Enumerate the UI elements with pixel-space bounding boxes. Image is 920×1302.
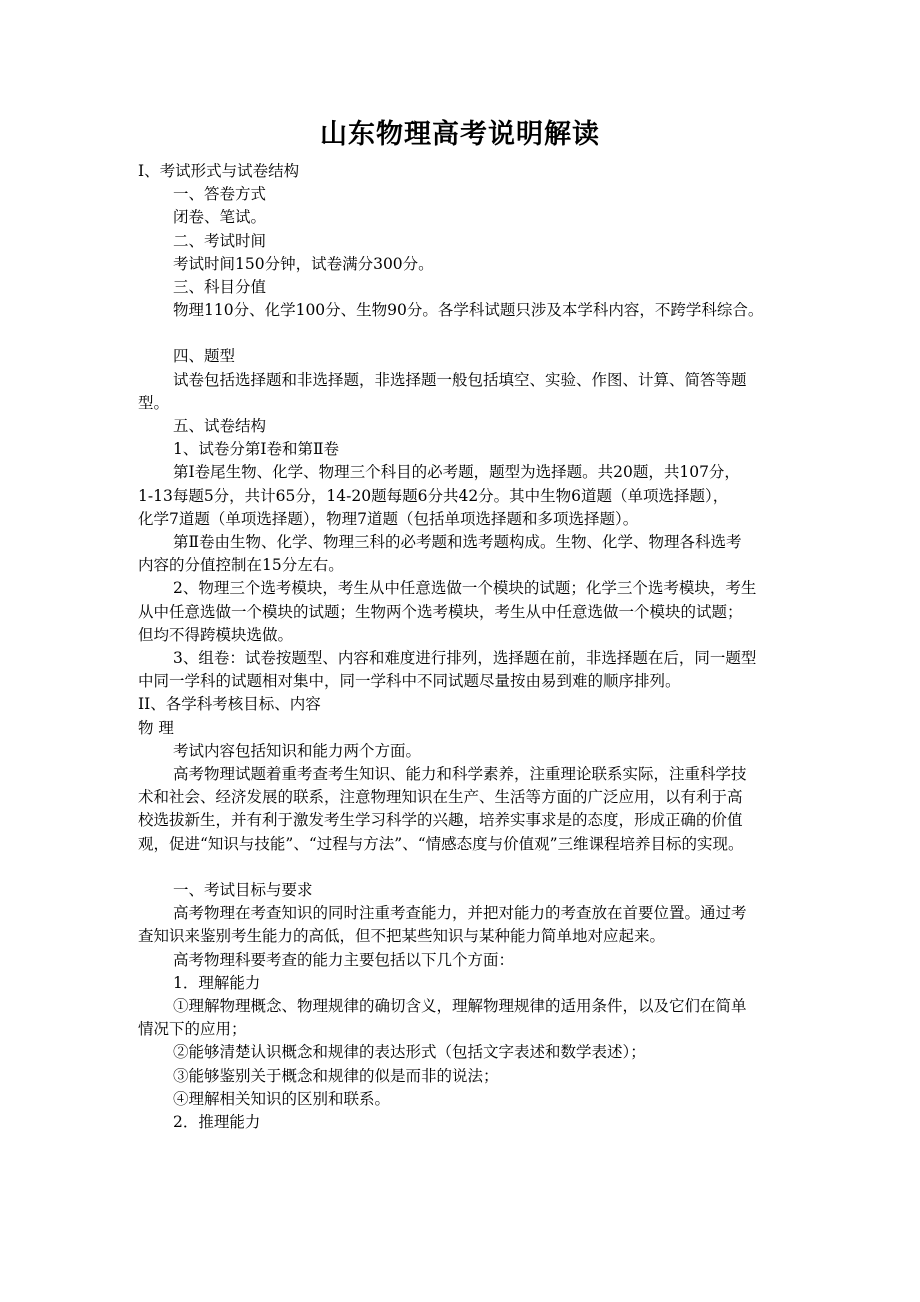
document-title: 山东物理高考说明解读	[320, 119, 600, 150]
paragraph-line: 考试时间150分钟，试卷满分300分。	[173, 254, 434, 273]
paragraph-line: 第Ⅱ卷由生物、化学、物理三科的必考题和选考题构成。生物、化学、物理各科选考	[173, 533, 742, 552]
list-item: ①理解物理概念、物理规律的确切含义，理解物理规律的适用条件，以及它们在简单	[173, 996, 747, 1015]
paragraph-line: 高考物理试题着重考查考生知识、能力和科学素养，注重理论联系实际，注重科学技	[173, 765, 747, 784]
paragraph-line: 试卷包括选择题和非选择题，非选择题一般包括填空、实验、作图、计算、简答等题	[173, 370, 747, 389]
paragraph-line: 内容的分值控制在15分左右。	[138, 556, 344, 575]
paragraph-line: 术和社会、经济发展的联系，注意物理知识在生产、生活等方面的广泛应用，以有利于高	[138, 788, 743, 807]
paragraph-line: 高考物理科要考查的能力主要包括以下几个方面：	[173, 950, 515, 969]
subheading-exam-goals: 一、考试目标与要求	[173, 880, 313, 899]
subject-heading-physics: 物 理	[138, 718, 174, 737]
paragraph-line: 型。	[138, 393, 170, 412]
paragraph-line: 查知识来鉴别考生能力的高低，但不把某些知识与某种能力简单地对应起来。	[138, 927, 666, 946]
paragraph-line: 考试内容包括知识和能力两个方面。	[173, 741, 422, 760]
paragraph-line: 但均不得跨模块选做。	[138, 625, 294, 644]
list-item: ②能够清楚认识概念和规律的表达形式（包括文字表述和数学表述）；	[173, 1043, 646, 1062]
paragraph-line: 2、物理三个选考模块，考生从中任意选做一个模块的试题；化学三个选考模块，考生	[173, 579, 757, 598]
subheading-exam-time: 二、考试时间	[173, 231, 267, 250]
document-body	[138, 160, 788, 1134]
paragraph-line: 从中任意选做一个模块的试题；生物两个选考模块，考生从中任意选做一个模块的试题；	[138, 602, 743, 621]
subheading-reasoning-ability: 2．推理能力	[173, 1112, 261, 1131]
subheading-understanding-ability: 1．理解能力	[173, 973, 261, 992]
paragraph-line: 高考物理在考查知识的同时注重考查能力，并把对能力的考查放在首要位置。通过考	[173, 904, 747, 923]
subheading-answer-method: 一、答卷方式	[173, 185, 267, 204]
subheading-paper-structure: 五、试卷结构	[173, 417, 267, 436]
paragraph-line: 第Ⅰ卷尾生物、化学、物理三个科目的必考题，题型为选择题。共20题，共107分，	[173, 463, 740, 482]
paragraph-line: 化学7道题（单项选择题），物理7道题（包括单项选择题和多项选择题）。	[138, 509, 639, 528]
subheading-subject-scores: 三、科目分值	[173, 278, 267, 297]
paragraph-line: 1-13每题5分，共计65分，14-20题每题6分共42分。其中生物6道题（单项选择题），	[138, 486, 729, 505]
blank-line	[138, 856, 788, 879]
paragraph-line: 观，促进“知识与技能”、“过程与方法”、“情感态度与价值观”三维课程培养目标的实现。	[138, 834, 744, 853]
paragraph-line: 闭卷、笔试。	[173, 208, 267, 227]
paragraph-line: 中同一学科的试题相对集中，同一学科中不同试题尽量按由易到难的顺序排列。	[138, 672, 681, 691]
paragraph-line: 物理110分、化学100分、生物90分。各学科试题只涉及本学科内容，不跨学科综合。	[173, 301, 764, 320]
section-heading-1: I、考试形式与试卷结构	[138, 162, 300, 180]
paragraph-line: 情况下的应用；	[138, 1020, 247, 1039]
paragraph-line: 校选拔新生，并有利于激发考生学习科学的兴趣，培养实事求是的态度，形成正确的价值	[138, 811, 743, 830]
paragraph-line: 1、试卷分第Ⅰ卷和第Ⅱ卷	[173, 440, 340, 459]
list-item: ③能够鉴别关于概念和规律的似是而非的说法；	[173, 1066, 499, 1085]
blank-line	[138, 322, 788, 345]
list-item: ④理解相关知识的区别和联系。	[173, 1089, 391, 1108]
paragraph-line: 3、组卷：试卷按题型、内容和难度进行排列，选择题在前，非选择题在后，同一题型	[173, 649, 757, 668]
section-heading-2: II、各学科考核目标、内容	[138, 695, 321, 714]
subheading-question-types: 四、题型	[173, 347, 236, 366]
